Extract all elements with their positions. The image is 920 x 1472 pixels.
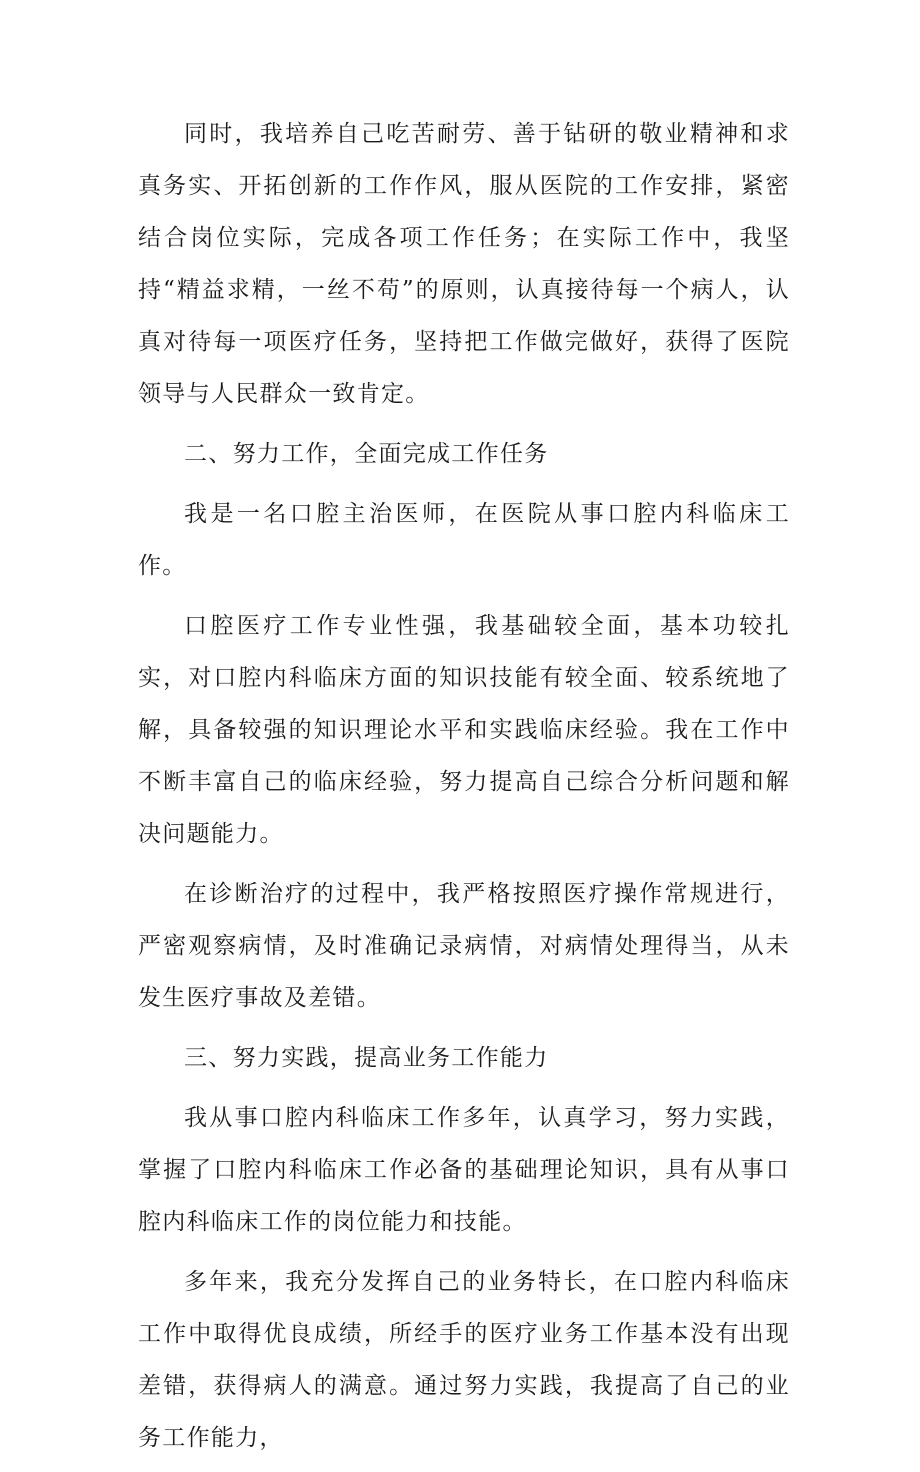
paragraph-professional-skills: 口腔医疗工作专业性强，我基础较全面，基本功较扎实，对口腔内科临床方面的知识技能有较全面、较系统地了解，具备较强的知识理论水平和实践临床经验。我在工作中不断丰富自己的临床经验，努力提高自己综合分析问题和解决问题能力。	[138, 613, 790, 847]
paragraph-role: 我是一名口腔主治医师，在医院从事口腔内科临床工作。	[138, 501, 790, 579]
paragraph-diagnosis: 在诊断治疗的过程中，我严格按照医疗操作常规进行，严密观察病情，及时准确记录病情，对病情处理得当，从未发生医疗事故及差错。	[138, 881, 790, 1011]
section-heading-2: 二、努力工作，全面完成工作任务	[184, 441, 549, 467]
section-heading-3: 三、努力实践，提高业务工作能力	[184, 1045, 549, 1071]
paragraph-achievements: 多年来，我充分发挥自己的业务特长，在口腔内科临床工作中取得优良成绩，所经手的医疗业务工作基本没有出现差错，获得病人的满意。通过努力实践，我提高了自己的业务工作能力，	[138, 1269, 790, 1451]
document-body	[138, 108, 790, 1472]
paragraph-work-attitude: 同时，我培养自己吃苦耐劳、善于钻研的敬业精神和求真务实、开拓创新的工作作风，服从医院的工作安排，紧密结合岗位实际，完成各项工作任务；在实际工作中，我坚持“精益求精，一丝不苟”的原则，认真接待每一个病人，认真对待每一项医疗任务，坚持把工作做完做好，获得了医院领导与人民群众一致肯定。	[138, 121, 790, 407]
paragraph-experience: 我从事口腔内科临床工作多年，认真学习，努力实践，掌握了口腔内科临床工作必备的基础理论知识，具有从事口腔内科临床工作的岗位能力和技能。	[138, 1105, 790, 1235]
